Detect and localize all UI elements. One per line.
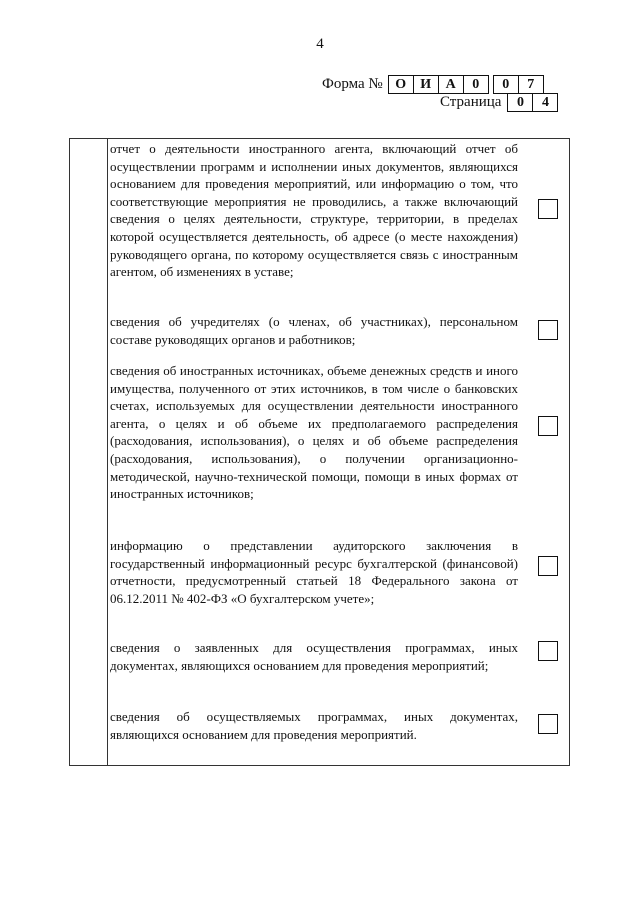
item-activity-report: отчет о деятельности иностранного агента, включающий отчет об осуществлении программ и исполнении иных документов, являющихся основанием для проведения мероприятий, или информацию о том, что соответствующие мероприятия не проводились, а также включающий сведения о целях деятельности, структуре, территории, в пределах которой осуществляется деятельность, об адресе (о месте нахождения) руководящего органа, по которому осуществляется связь с иностранным агентом, об изменениях в уставе; [110,141,518,280]
item-foreign-sources: сведения об иностранных источниках, объеме денежных средств и иного имущества, полученного от этих источников, в том числе о банковских счетах, используемых для осуществлении деятельности иностранного агента, о целях и об объеме их предполагаемого распределения (расходования, использования), о целях и об объеме распределения (расходования, использования), о получении организационно-методической, научно-технической помощи, помощи в иных формах от иностранных источников; [110,363,518,502]
form-number-label: Форма № [322,76,383,92]
form-code-cells [388,75,544,94]
checkbox-audit-report[interactable] [538,556,558,576]
page-code-row [440,93,558,112]
item-founders: сведения об учредителях (о членах, об участниках), персональном составе руководящих органов и работников; [110,314,518,347]
checkbox-foreign-sources[interactable] [538,416,558,436]
page-code-label: Страница [440,94,502,110]
form-code-cell: И [413,75,439,94]
form-number-row [322,75,544,94]
form-code-cell: 0 [463,75,489,94]
checkbox-activity-report[interactable] [538,199,558,219]
form-code-cell: О [388,75,414,94]
checkbox-declared-programs[interactable] [538,641,558,661]
page-code-cell: 4 [532,93,558,112]
item-declared-programs: сведения о заявленных для осуществления программах, иных документах, являющихся основанием для проведения мероприятий; [110,640,518,673]
page-number: 4 [316,36,324,52]
checkbox-founders[interactable] [538,320,558,340]
form-code-cell: 7 [518,75,544,94]
checkbox-ongoing-programs[interactable] [538,714,558,734]
page-code-cell: 0 [507,93,533,112]
item-audit-report: информацию о представлении аудиторского заключения в государственный информационный ресурс бухгалтерской (финансовой) отчетности, предусмотренный статьей 18 Федерального закона от 06.12.2011 № 402-ФЗ «О бухгалтерском учете»; [110,538,518,606]
form-code-cell: 0 [493,75,519,94]
frame-divider [107,138,108,766]
form-code-cell: А [438,75,464,94]
page-code-cells [507,93,558,112]
item-ongoing-programs: сведения об осуществляемых программах, иных документах, являющихся основанием для проведения мероприятий. [110,709,518,742]
